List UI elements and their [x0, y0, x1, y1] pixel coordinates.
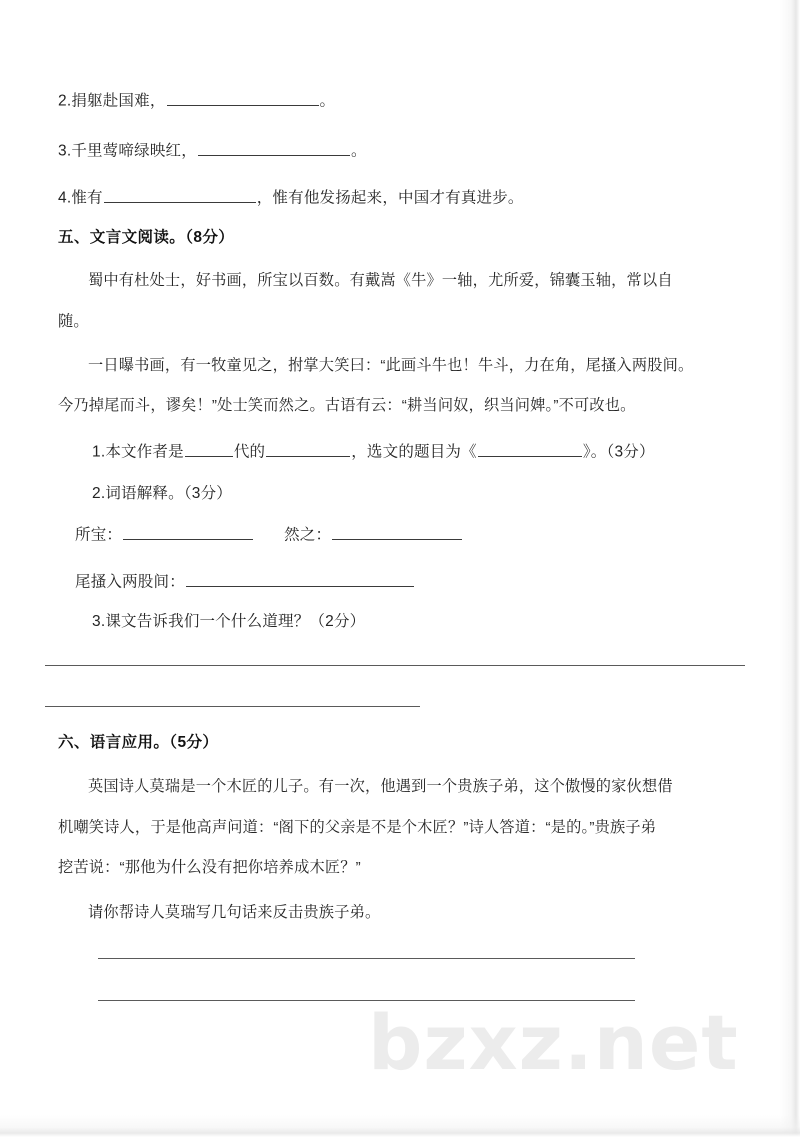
- item-prompt: 千里莺啼绿映红，: [71, 142, 197, 160]
- item-tail: ，惟有他发扬起来，中国才有真进步。: [256, 189, 524, 207]
- watermark: bzxz.net: [368, 998, 739, 1087]
- passage-line: 机嘲笑诗人，于是他高声问道：“阁下的父亲是不是个木匠？”诗人答道：“是的。”贵族子弟: [58, 819, 657, 836]
- fill-in-item-2: [58, 90, 335, 112]
- term-label-ranzhi: 然之：: [284, 526, 332, 544]
- item-number: 2.: [58, 92, 72, 110]
- item-tail: 。: [350, 142, 367, 160]
- item-number: 4.: [58, 189, 72, 207]
- question-2-terms-row-1: [75, 524, 463, 546]
- passage-line: 英国诗人莫瑞是一个木匠的儿子。有一次，他遇到一个贵族子弟，这个傲慢的家伙想借: [88, 778, 673, 795]
- passage-line: 一日曝书画，有一牧童见之，拊掌大笑曰：“此画斗牛也！牛斗，力在角，尾搔入两股间。: [88, 357, 694, 374]
- answer-rule[interactable]: [45, 665, 745, 666]
- answer-rule[interactable]: [98, 958, 635, 959]
- section-six-heading: 六、语言应用。（5分）: [58, 734, 219, 751]
- answer-blank-author[interactable]: [266, 441, 350, 457]
- answer-blank-title[interactable]: [478, 441, 582, 457]
- question-1-mid-2: ，选文的题目为《: [351, 443, 477, 461]
- answer-blank-ranzhi[interactable]: [332, 524, 462, 540]
- question-1-tail: 》。（3分）: [582, 443, 655, 461]
- answer-blank-weisao[interactable]: [186, 571, 414, 587]
- answer-blank-suobao[interactable]: [123, 524, 253, 540]
- passage-line: 蜀中有杜处士，好书画，所宝以百数。有戴嵩《牛》一轴，尤所爱，锦囊玉轴，常以自: [88, 272, 673, 289]
- fill-in-item-3: [58, 140, 367, 162]
- passage-line: 随。: [58, 313, 89, 330]
- fill-in-item-4: [58, 187, 524, 209]
- answer-rule[interactable]: [98, 1000, 635, 1001]
- passage-line: 挖苦说：“那他为什么没有把你培养成木匠？”: [58, 859, 361, 876]
- answer-blank[interactable]: [167, 90, 319, 106]
- answer-blank[interactable]: [104, 187, 256, 203]
- question-1: [92, 441, 655, 463]
- item-number: 3.: [58, 142, 72, 160]
- page-edge-right: [780, 0, 800, 1137]
- page-edge-bottom: [0, 1115, 800, 1137]
- item-prompt: 捐躯赴国难，: [71, 92, 166, 110]
- item-tail: 。: [319, 92, 336, 110]
- passage-line: 今乃掉尾而斗，谬矣！”处士笑而然之。古语有云：“耕当问奴，织当问婢。”不可改也。: [58, 397, 636, 414]
- term-label-weisao: 尾搔入两股间：: [75, 573, 185, 591]
- answer-blank[interactable]: [198, 140, 350, 156]
- term-label-suobao: 所宝：: [75, 526, 123, 544]
- section-six-instruction: 请你帮诗人莫瑞写几句话来反击贵族子弟。: [88, 904, 381, 921]
- answer-blank-dynasty[interactable]: [185, 441, 233, 457]
- question-2-terms-row-2: [75, 571, 415, 593]
- section-five-heading: 五、文言文阅读。（8分）: [58, 229, 235, 246]
- question-1-lead: 1.本文作者是: [92, 443, 184, 461]
- question-1-mid-1: 代的: [233, 443, 266, 461]
- question-2-label: 2.词语解释。（3分）: [92, 485, 232, 502]
- item-prompt: 惟有: [71, 189, 103, 207]
- question-3-label: 3.课文告诉我们一个什么道理？（2分）: [92, 613, 366, 630]
- answer-rule[interactable]: [45, 706, 420, 707]
